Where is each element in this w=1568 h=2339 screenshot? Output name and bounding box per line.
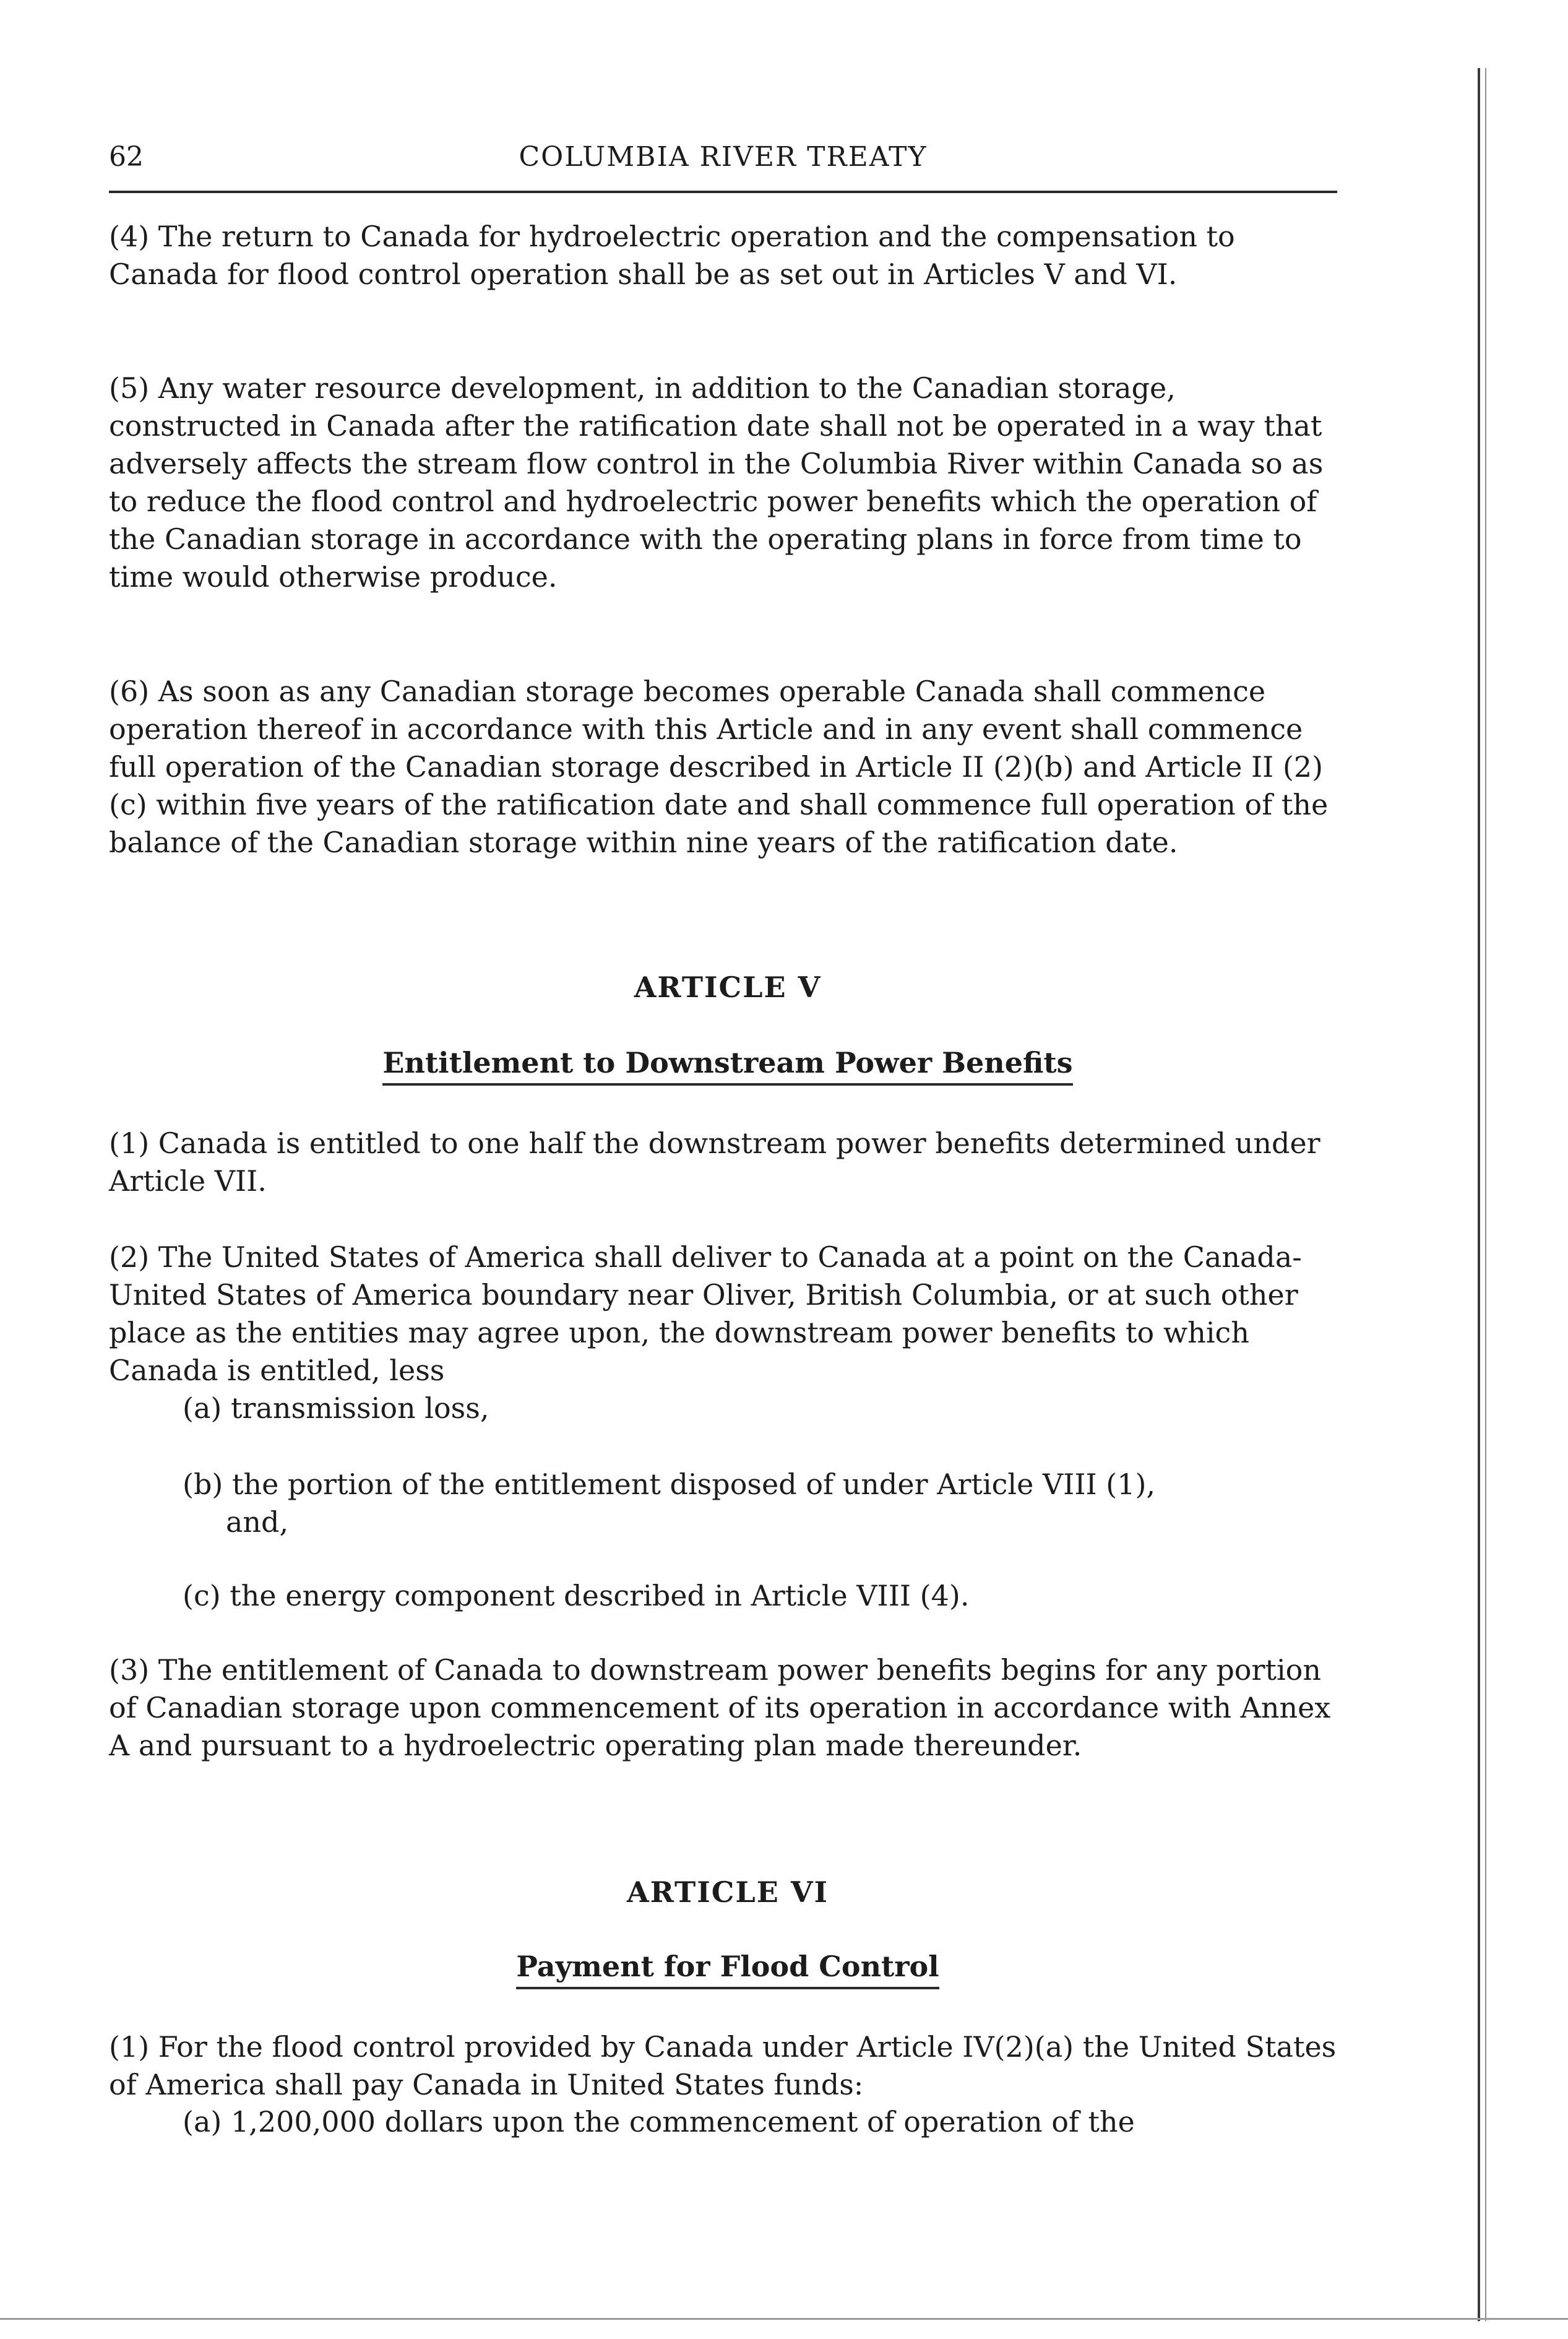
article-vi-item-a: (a) 1,200,000 dollars upon the commencement of operation of the bbox=[183, 2105, 1135, 2138]
article-vi-heading: ARTICLE VI bbox=[626, 1875, 829, 1909]
article-v-item-b-line-1: (b) the portion of the entitlement disposed of under Article VIII (1), bbox=[183, 1468, 1156, 1501]
article-v-heading: ARTICLE V bbox=[634, 971, 822, 1004]
article-v-paragraph-3: (3) The entitlement of Canada to downstream power benefits begins for any portion of Canadian storage upon commencement of its operation in accordance with Annex A and pursuant to a hydroelectric operating plan made thereunder. bbox=[109, 1653, 1331, 1762]
binding-edge bbox=[1478, 68, 1496, 2321]
article-vi-paragraph-1: (1) For the flood control provided by Canada under Article IV(2)(a) the United States of America shall pay Canada in United States funds: bbox=[109, 2030, 1337, 2101]
article-v-subtitle-text: Entitlement to Downstream Power Benefits bbox=[382, 1046, 1072, 1086]
article-v-paragraph-1: (1) Canada is entitled to one half the downstream power benefits determined under Article VII. bbox=[109, 1126, 1320, 1198]
paragraph-6: (6) As soon as any Canadian storage becomes operable Canada shall commence operation thereof in accordance with this Article and in any event shall commence full operation of the Canadian storage described in Article II (2)(b) and Article II (2)(c) within five years of the ratification date and shall commence full operation of the balance of the Canadian storage within nine years of the ratification date. bbox=[109, 675, 1329, 859]
page-number: 62 bbox=[109, 141, 144, 173]
article-v-paragraph-2: (2) The United States of America shall deliver to Canada at a point on the Canada-United States of America boundary near Oliver, British Columbia, or at such other place as the entities may agree upon, the downstream power benefits to which Canada is entitled, less bbox=[109, 1240, 1302, 1387]
page-header bbox=[109, 141, 1337, 193]
article-v-item-c: (c) the energy component described in Article VIII (4). bbox=[183, 1579, 970, 1612]
paragraph-5: (5) Any water resource development, in addition to the Canadian storage, constructed in Canada after the ratification date shall not be operated in a way that adversely affects the stream flow control in the Columbia River within Canada so as to reduce the flood control and hydroelectric power benefits which the operation of the Canadian storage in accordance with the operating plans in force from time to time would otherwise produce. bbox=[109, 371, 1324, 594]
article-v-item-b bbox=[183, 1466, 1346, 1541]
article-vi-subtitle bbox=[109, 1950, 1346, 1983]
running-title: COLUMBIA RIVER TREATY bbox=[519, 141, 928, 173]
article-v-subtitle bbox=[109, 1046, 1346, 1079]
article-v-item-b-line-2: and, bbox=[226, 1505, 289, 1539]
bottom-edge bbox=[0, 2318, 1568, 2320]
article-v-item-a: (a) transmission loss, bbox=[183, 1391, 489, 1425]
paragraph-4: (4) The return to Canada for hydroelectric operation and the compensation to Canada for flood control operation shall be as set out in Articles V and VI. bbox=[109, 220, 1235, 291]
binding-edge-line-inner bbox=[1485, 68, 1486, 2321]
binding-edge-line bbox=[1478, 68, 1480, 2321]
article-vi-subtitle-text: Payment for Flood Control bbox=[516, 1950, 939, 1989]
